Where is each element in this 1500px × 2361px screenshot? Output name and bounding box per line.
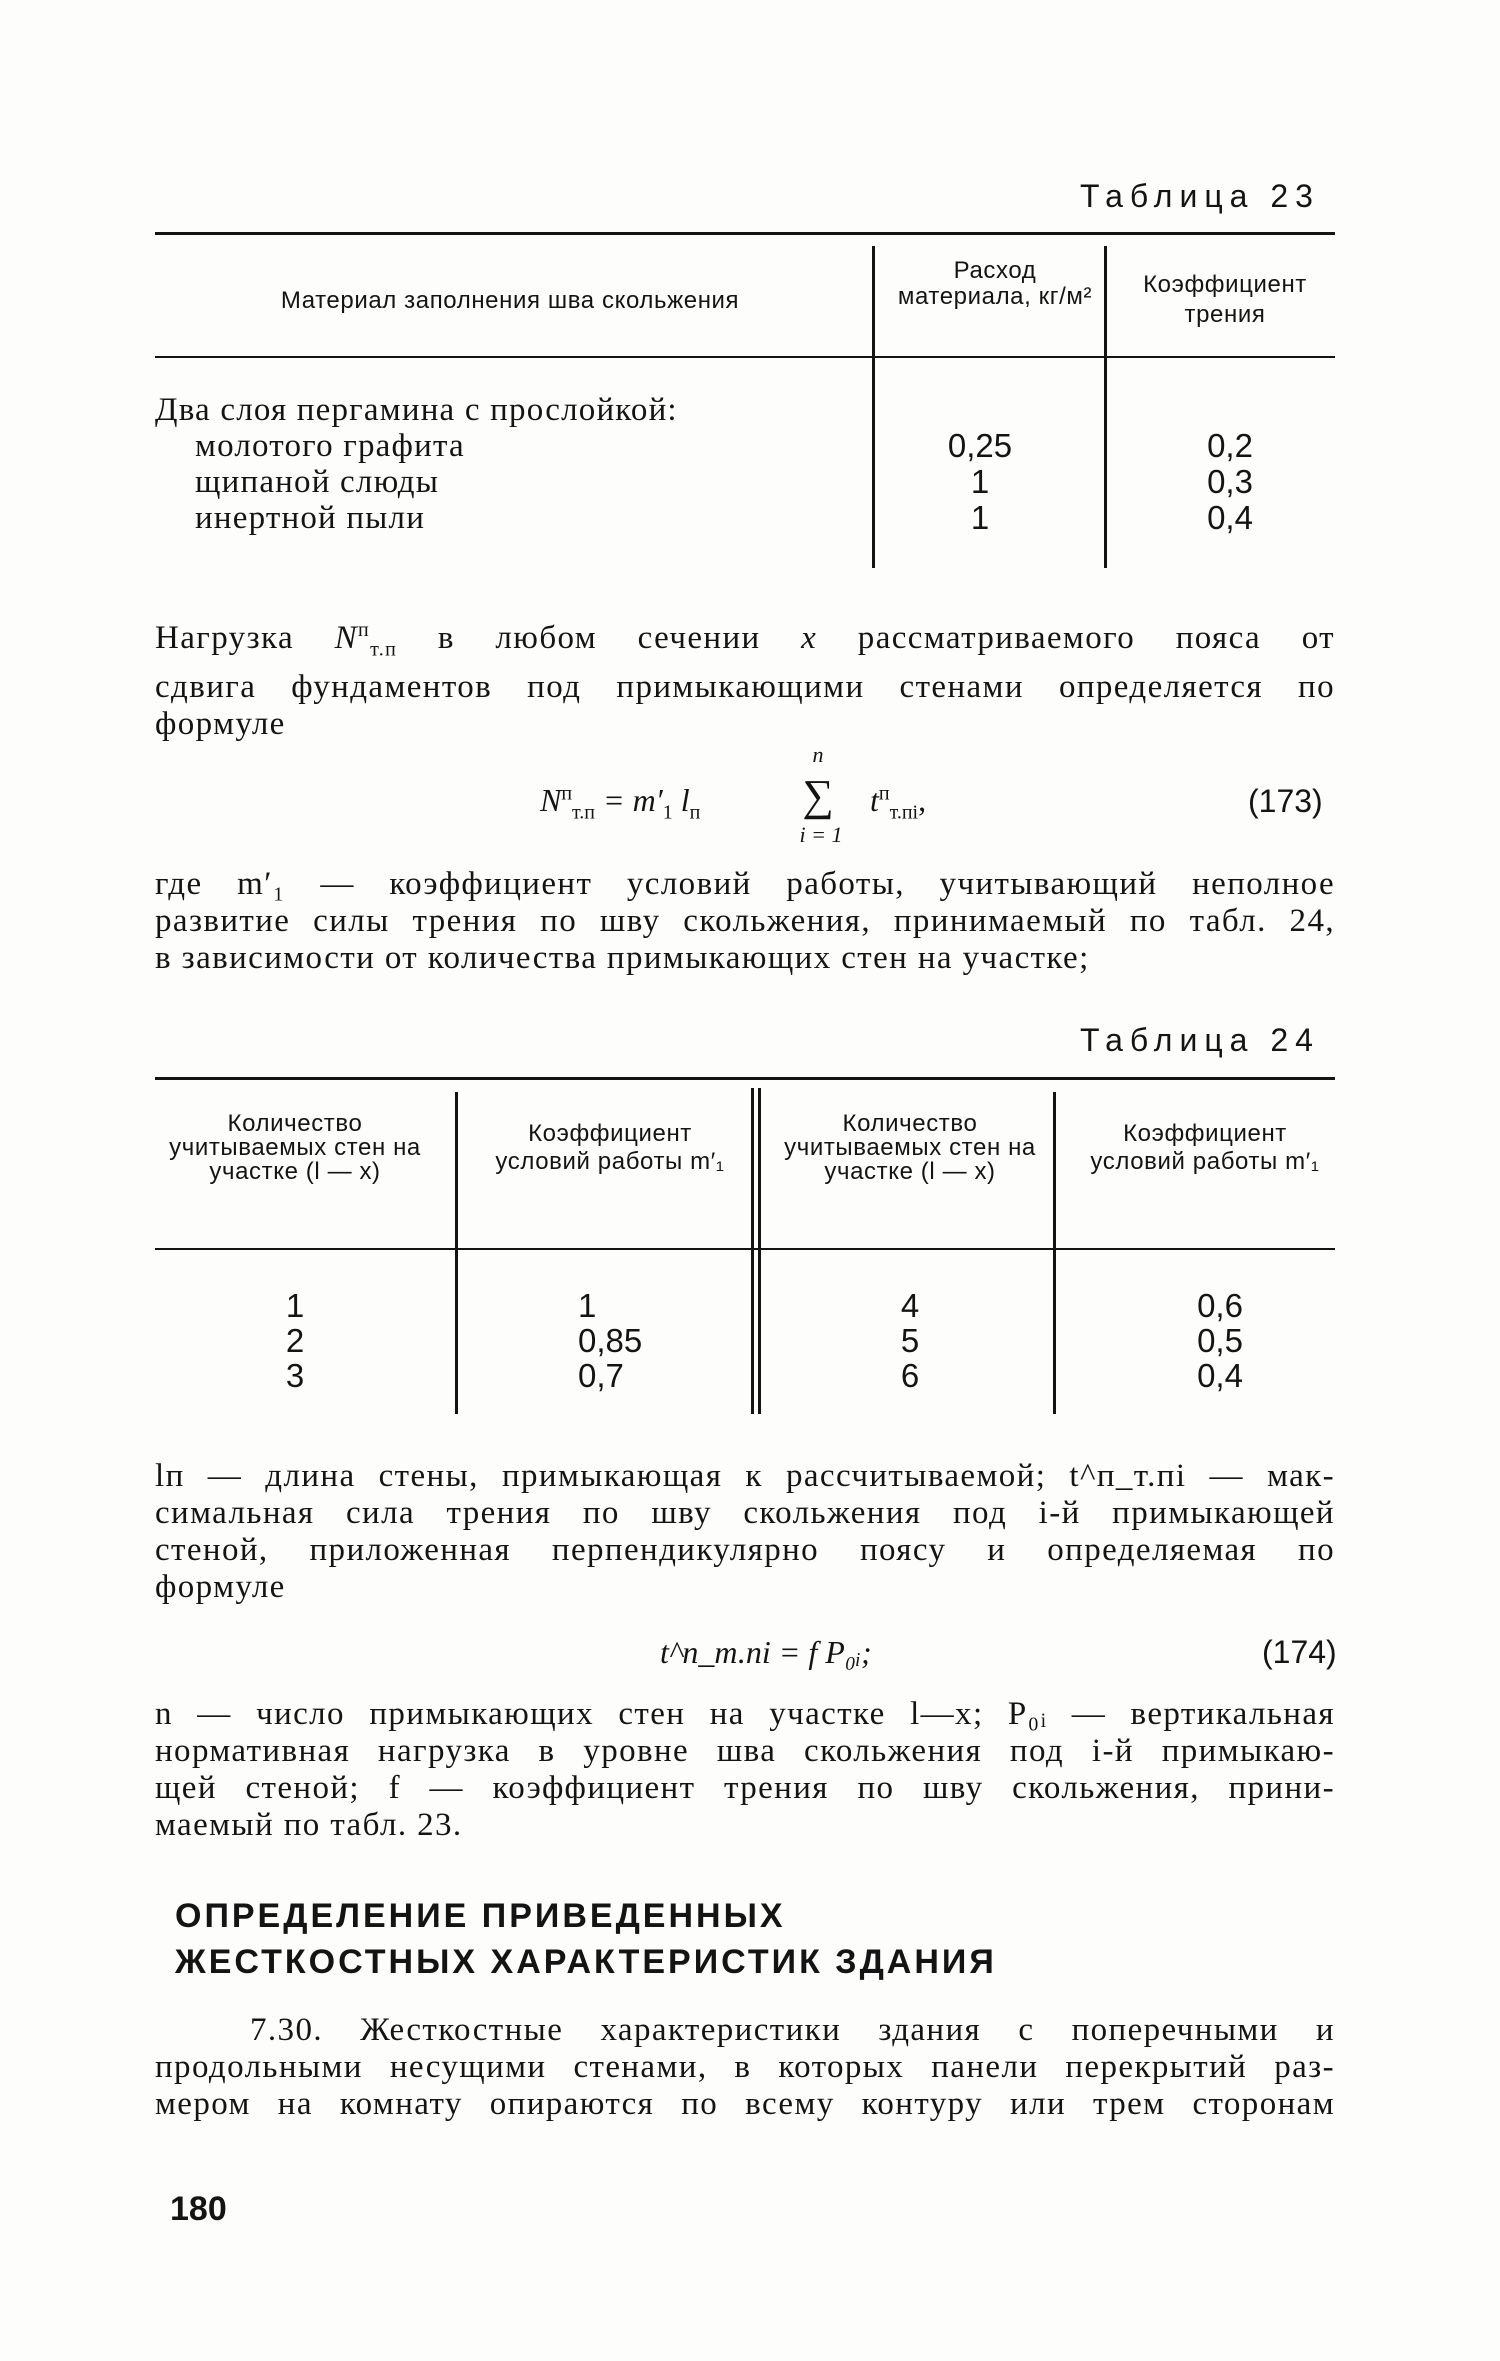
table-23-header-rule: [155, 356, 1335, 358]
page-number: 180: [170, 2190, 227, 2228]
load-text-b: в любом сечении: [397, 620, 802, 656]
formula-173-eq: = m′: [595, 782, 663, 818]
formula-174-number: (174): [1262, 1634, 1337, 1670]
table-23-rate-1: 0,25: [947, 427, 1013, 464]
paragraph-count-line-2: нормативная нагрузка в уровне шва скольжения под i-й примыкаю-: [155, 1733, 1335, 1769]
table-24-header-coef-1: Коэффициент условий работы m′₁: [495, 1120, 725, 1175]
paragraph-length-line-1: lп — длина стены, примыкающая к рассчитываемой; t^п_т.пi — мак-: [155, 1458, 1335, 1494]
paragraph-where-line-3: в зависимости от количества примыкающих стен на участке;: [155, 940, 1090, 976]
table-24-col-rule-2a: [751, 1088, 754, 1414]
formula-173-m-sub: 1: [662, 801, 673, 824]
paragraph-load: [155, 612, 1335, 743]
table-24-coef-right-2: 0,5: [1197, 1322, 1243, 1359]
paragraph-where-line-1: где m′₁ — коэффициент условий работы, учитывающий неполное: [155, 866, 1335, 902]
table-24-header-count-2: Количество учитываемых стен на участке (l — x): [784, 1110, 1036, 1185]
formula-173: [540, 742, 1060, 870]
paragraph-length: [155, 1458, 1335, 1606]
table-24-header-count-1: Количество учитываемых стен на участке (l — x): [169, 1110, 421, 1185]
formula-173-l: l: [672, 782, 690, 818]
table-24-coef-left-3: 0,7: [578, 1357, 624, 1394]
paragraph-count-line-1: n — число примыкающих стен на участке l—x; P₀ᵢ — вертикальная: [155, 1696, 1335, 1732]
paragraph-length-line-2: симальная сила трения по шву скольжения под i-й примыкающей: [155, 1495, 1335, 1531]
table-23-group-label: Два слоя пергамина с прослойкой:: [155, 392, 678, 428]
table-24-count-5: 5: [900, 1322, 920, 1359]
table-24-count-4: 4: [900, 1287, 920, 1324]
paragraph-where: [155, 866, 1335, 977]
table-24-col-rule-1: [455, 1092, 458, 1414]
paragraph-length-line-3: стеной, приложенная перпендикулярно поясу и определяемая по: [155, 1532, 1335, 1568]
paragraph-730-line-1: 7.30. Жесткостные характеристики здания с поперечными и: [250, 2012, 1335, 2048]
table-23-col-rule-1: [872, 246, 875, 568]
formula-173-term-sub: т.пi: [889, 801, 919, 824]
table-23-coef-2: 0,3: [1207, 463, 1253, 500]
table-24-col-rule-2b: [758, 1088, 761, 1414]
table-24-coef-left-1: 1: [578, 1287, 597, 1324]
formula-173-number: (173): [1248, 783, 1323, 819]
table-23-header-material: Материал заполнения шва скольжения: [280, 287, 740, 314]
table-24-count-1: 1: [285, 1287, 305, 1324]
table-23-top-rule: [155, 232, 1335, 235]
paragraph-load-line-2: сдвига фундаментов под примыкающими стенами определяется по: [155, 668, 1335, 705]
table-24-coef-left-2: 0,85: [578, 1322, 643, 1359]
table-24-top-rule: [155, 1077, 1335, 1080]
table-24-count-2: 2: [285, 1322, 305, 1359]
paragraph-length-line-4: формуле: [155, 1569, 286, 1605]
formula-173-sum-bottom: i = 1: [799, 822, 843, 847]
table-23-material-1: молотого графита: [195, 428, 465, 464]
table-24-coef-right-3: 0,4: [1197, 1357, 1243, 1394]
paragraph-730-line-3: мером на комнату опираются по всему контуру или трем сторонам: [155, 2086, 1335, 2122]
formula-173-sum-top: n: [812, 742, 824, 767]
table-23-coef-1: 0,2: [1207, 427, 1253, 464]
table-24-header-rule: [155, 1248, 1335, 1250]
paragraph-count-line-4: маемый по табл. 23.: [155, 1807, 463, 1843]
paragraph-count-line-3: щей стеной; f — коэффициент трения по шву скольжения, прини-: [155, 1770, 1335, 1806]
table-23-coef-3: 0,4: [1207, 499, 1253, 536]
table-24-coef-right-1: 0,6: [1197, 1287, 1243, 1324]
formula-174: t^п_т.пi = f P₀ᵢ;: [660, 1634, 872, 1670]
formula-173-lhs-sup: п: [561, 782, 573, 805]
table-23-caption: Таблица 23: [1080, 178, 1320, 214]
load-text-c: рассматриваемого пояса от: [817, 620, 1335, 656]
paragraph-730: [155, 2012, 1335, 2123]
table-24-count-6: 6: [900, 1357, 920, 1394]
section-heading-line-2: ЖЕСТКОСТНЫХ ХАРАКТЕРИСТИК ЗДАНИЯ: [175, 1943, 997, 1981]
table-23-header-rate: Расход материала, кг/м²: [897, 257, 1093, 310]
formula-173-lhs-sub: т.п: [572, 801, 595, 824]
section-heading-line-1: ОПРЕДЕЛЕНИЕ ПРИВЕДЕННЫХ: [175, 1897, 786, 1935]
formula-173-lhs: N: [540, 782, 562, 818]
formula-173-comma: ,: [918, 782, 927, 818]
paragraph-load-line-1: Нагрузка $N^п_{т.п}$ в любом сечении x рассматриваемого пояса от: [155, 619, 1335, 661]
table-24-count-3: 3: [285, 1357, 305, 1394]
table-24-col-rule-3: [1053, 1092, 1056, 1414]
formula-173-l-sub: п: [689, 801, 701, 824]
paragraph-count: [155, 1696, 1335, 1844]
formula-173-term-sup: п: [878, 782, 890, 805]
table-23-material-2: щипаной слюды: [195, 464, 440, 500]
table-23-col-rule-2: [1104, 246, 1107, 568]
paragraph-where-line-2: развитие силы трения по шву скольжения, принимаемый по табл. 24,: [155, 903, 1335, 939]
load-text-a: Нагрузка: [155, 620, 335, 656]
table-24-caption: Таблица 24: [1080, 1022, 1320, 1058]
paragraph-load-line-3: формуле: [155, 705, 286, 742]
formula-173-sum-sign: ∑: [802, 771, 834, 820]
table-23-material-3: инертной пыли: [195, 500, 426, 536]
table-23-header-coef: Коэффициент трения: [1143, 271, 1307, 328]
paragraph-730-line-2: продольными несущими стенами, в которых панели перекрытий раз-: [155, 2049, 1335, 2085]
table-23-rate-2: 1: [970, 463, 990, 500]
formula-173-term: t: [870, 782, 879, 818]
table-23-rate-3: 1: [970, 499, 990, 536]
table-24-header-coef-2: Коэффициент условий работы m′₁: [1090, 1120, 1320, 1175]
